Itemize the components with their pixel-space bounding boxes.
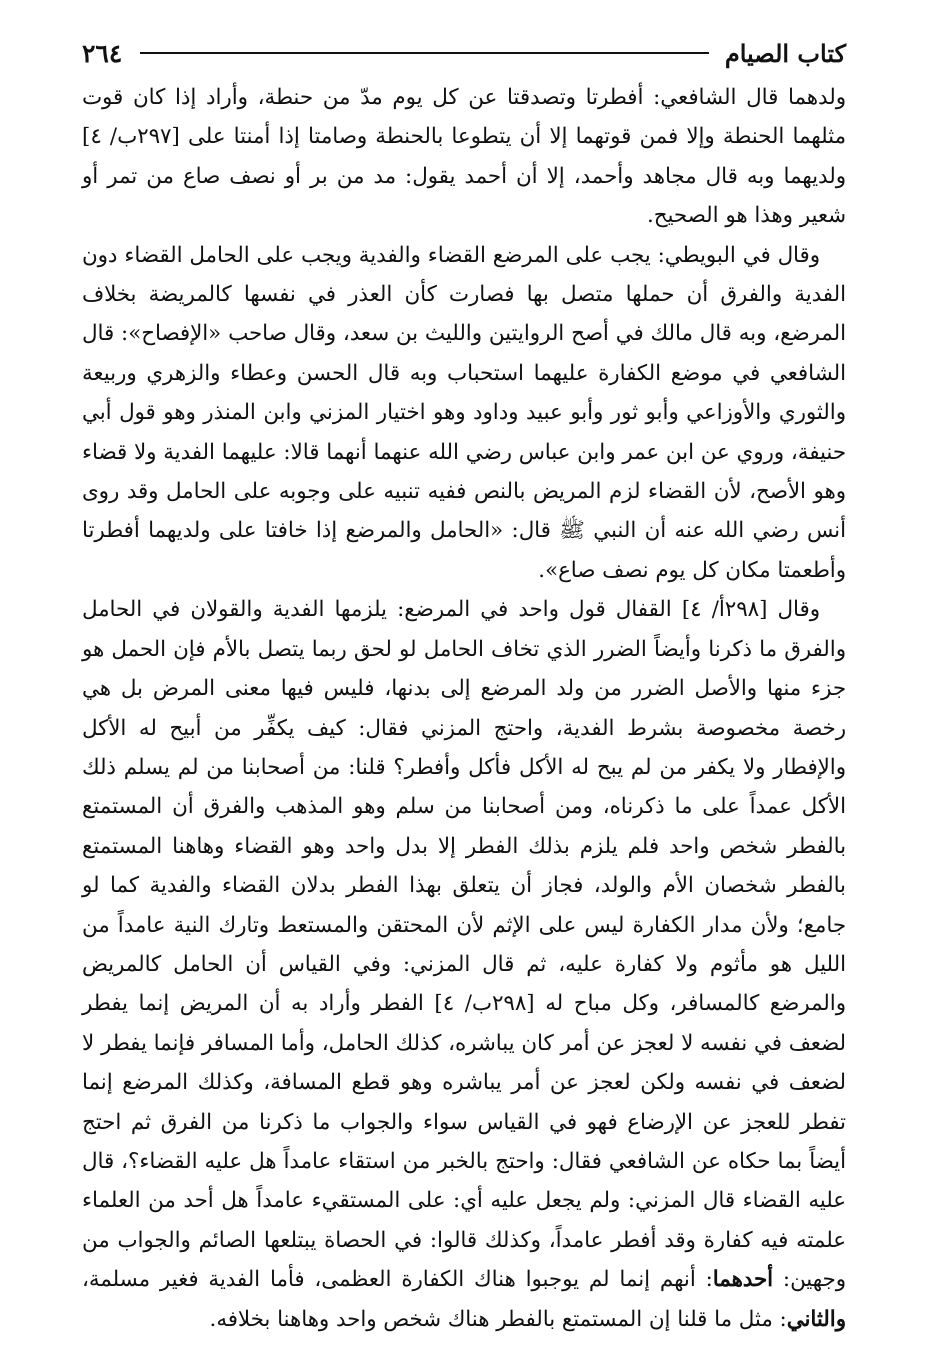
paragraph-3-segment: : أنهم إنما لم يوجبوا هناك الكفارة العظمى، فأما الفدية فغير مسلمة، [82,1267,713,1293]
book-page [82,34,846,1339]
paragraph-2: وقال في البويطي: يجب على المرضع القضاء والفدية ويجب على الحامل القضاء دون الفدية والفرق أن حملها متصل بها فصارت كأن العذر في نفسها كالمريضة بخلاف المرضع، وبه قال مالك في أصح الروايتين والليث بن سعد، وقال صاحب «الإفصاح»: قال الشافعي في موضع الكفارة عليهما استحباب وبه قال الحسن وعطاء والزهري وربيعة والثوري والأوزاعي وأبو ثور وأبو عبيد وداود وهو اختيار المزني وابن المنذر وهو قول أبي حنيفة، وروي عن ابن عمر وابن عباس رضي الله عنهما أنهما قالا: عليهما الفدية ولا قضاء وهو الأصح، لأن القضاء لزم المريض بالنص ففيه تنبيه على وجوبه على الحامل وقد روى أنس رضي الله عنه أن النبي ﷺ قال: «الحامل والمرضع إذا خافتا على ولديهما أفطرتا وأطعمتا مكان كل يوم نصف صاع». [82,242,846,583]
header-rule [140,52,709,54]
paragraph-1: ولدهما قال الشافعي: أفطرتا وتصدقتا عن كل يوم مدّ من حنطة، وأراد إذا كان قوت مثلهما الحنطة وإلا فمن قوتهما إلا أن يتطوعا بالحنطة وصامتا إذا أمنتا على [٢٩٧ب/ ٤] ولديهما وبه قال مجاهد وأحمد، إلا أن أحمد يقول: مد من بر أو نصف صاع من تمر أو شعير وهذا هو الصحيح. [82,85,846,229]
paragraph-3-segment: وقال [٢٩٨أ/ ٤] القفال قول واحد في المرضع: يلزمها الفدية والقولان في الحامل والفرق ما ذكرنا وأيضاً الضرر الذي تخاف الحامل لو لحق ربما يتصل بالأم فإن الحمل هو جزء منها والأصل الضرر من ولد المرضع إلى بدنها، فليس فيها معنى المرض بل هي رخصة مخصوصة بشرط الفدية، واحتج المزني فقال: كيف يكفِّر من أبيح له الأكل والإفطار ولا يكفر من لم يبح له الأكل فأكل وأفطر؟ قلنا: من أصحابنا من لم يسلم ذلك الأكل عمداً على ما ذكرناه، ومن أصحابنا من سلم وهو المذهب والفرق أن المستمتع بالفطر شخص واحد فلم يلزم بذلك الفطر إلا بدل واحد وهو القضاء وهاهنا المستمتع بالفطر شخصان الأم والولد، فجاز أن يتعلق بهذا الفطر بدلان القضاء والفدية كما لو جامع؛ ولأن مدار الكفارة ليس على الإثم لأن المحتقن والمستعط وتارك النية عامداً من الليل هو مأثوم ولا كفارة عليه، ثم قال المزني: وفي القياس أن الحامل كالمريض والمرضع كالمسافر، وكل مباح له [٢٩٨ب/ ٤] الفطر وأراد به أن المريض إنما يفطر لضعف في نفسه لا لعجز عن أمر كان يباشره، كذلك الحامل، وأما المسافر فإنما يفطر لا لضعف في نفسه ولكن لعجز عن أمر يباشره وهو قطع المسافة، وكذلك المرضع إنما تفطر للعجز عن الإرضاع فهو في القياس سواء والجواب ما ذكرنا من الفرق ثم احتج أيضاً بما حكاه عن الشافعي فقال: واحتج بالخبر من استقاء عامداً هل عليه القضاء؟، قال عليه القضاء قال المزني: ولم يجعل عليه أي: على المستقيء عامداً هل أحد من العلماء علمته فيه كفارة وقد أفطر عامداً، وكذلك قالوا: في الحصاة يبتلعها الصائم والجواب من وجهين: [82,597,846,1293]
paragraph-3-segment: : مثل ما قلنا إن المستمتع بالفطر هناك شخص واحد وهاهنا بخلافه. [209,1306,787,1332]
paragraph-3-bold-term: والثاني [786,1306,846,1332]
book-title: كتاب الصيام [724,38,846,68]
page-number: ٢٦٤ [82,38,123,68]
body-text [82,78,846,1339]
paragraph-3 [82,590,846,1339]
paragraph-3-bold-term: أحدهما [712,1267,774,1293]
running-header [82,34,846,72]
